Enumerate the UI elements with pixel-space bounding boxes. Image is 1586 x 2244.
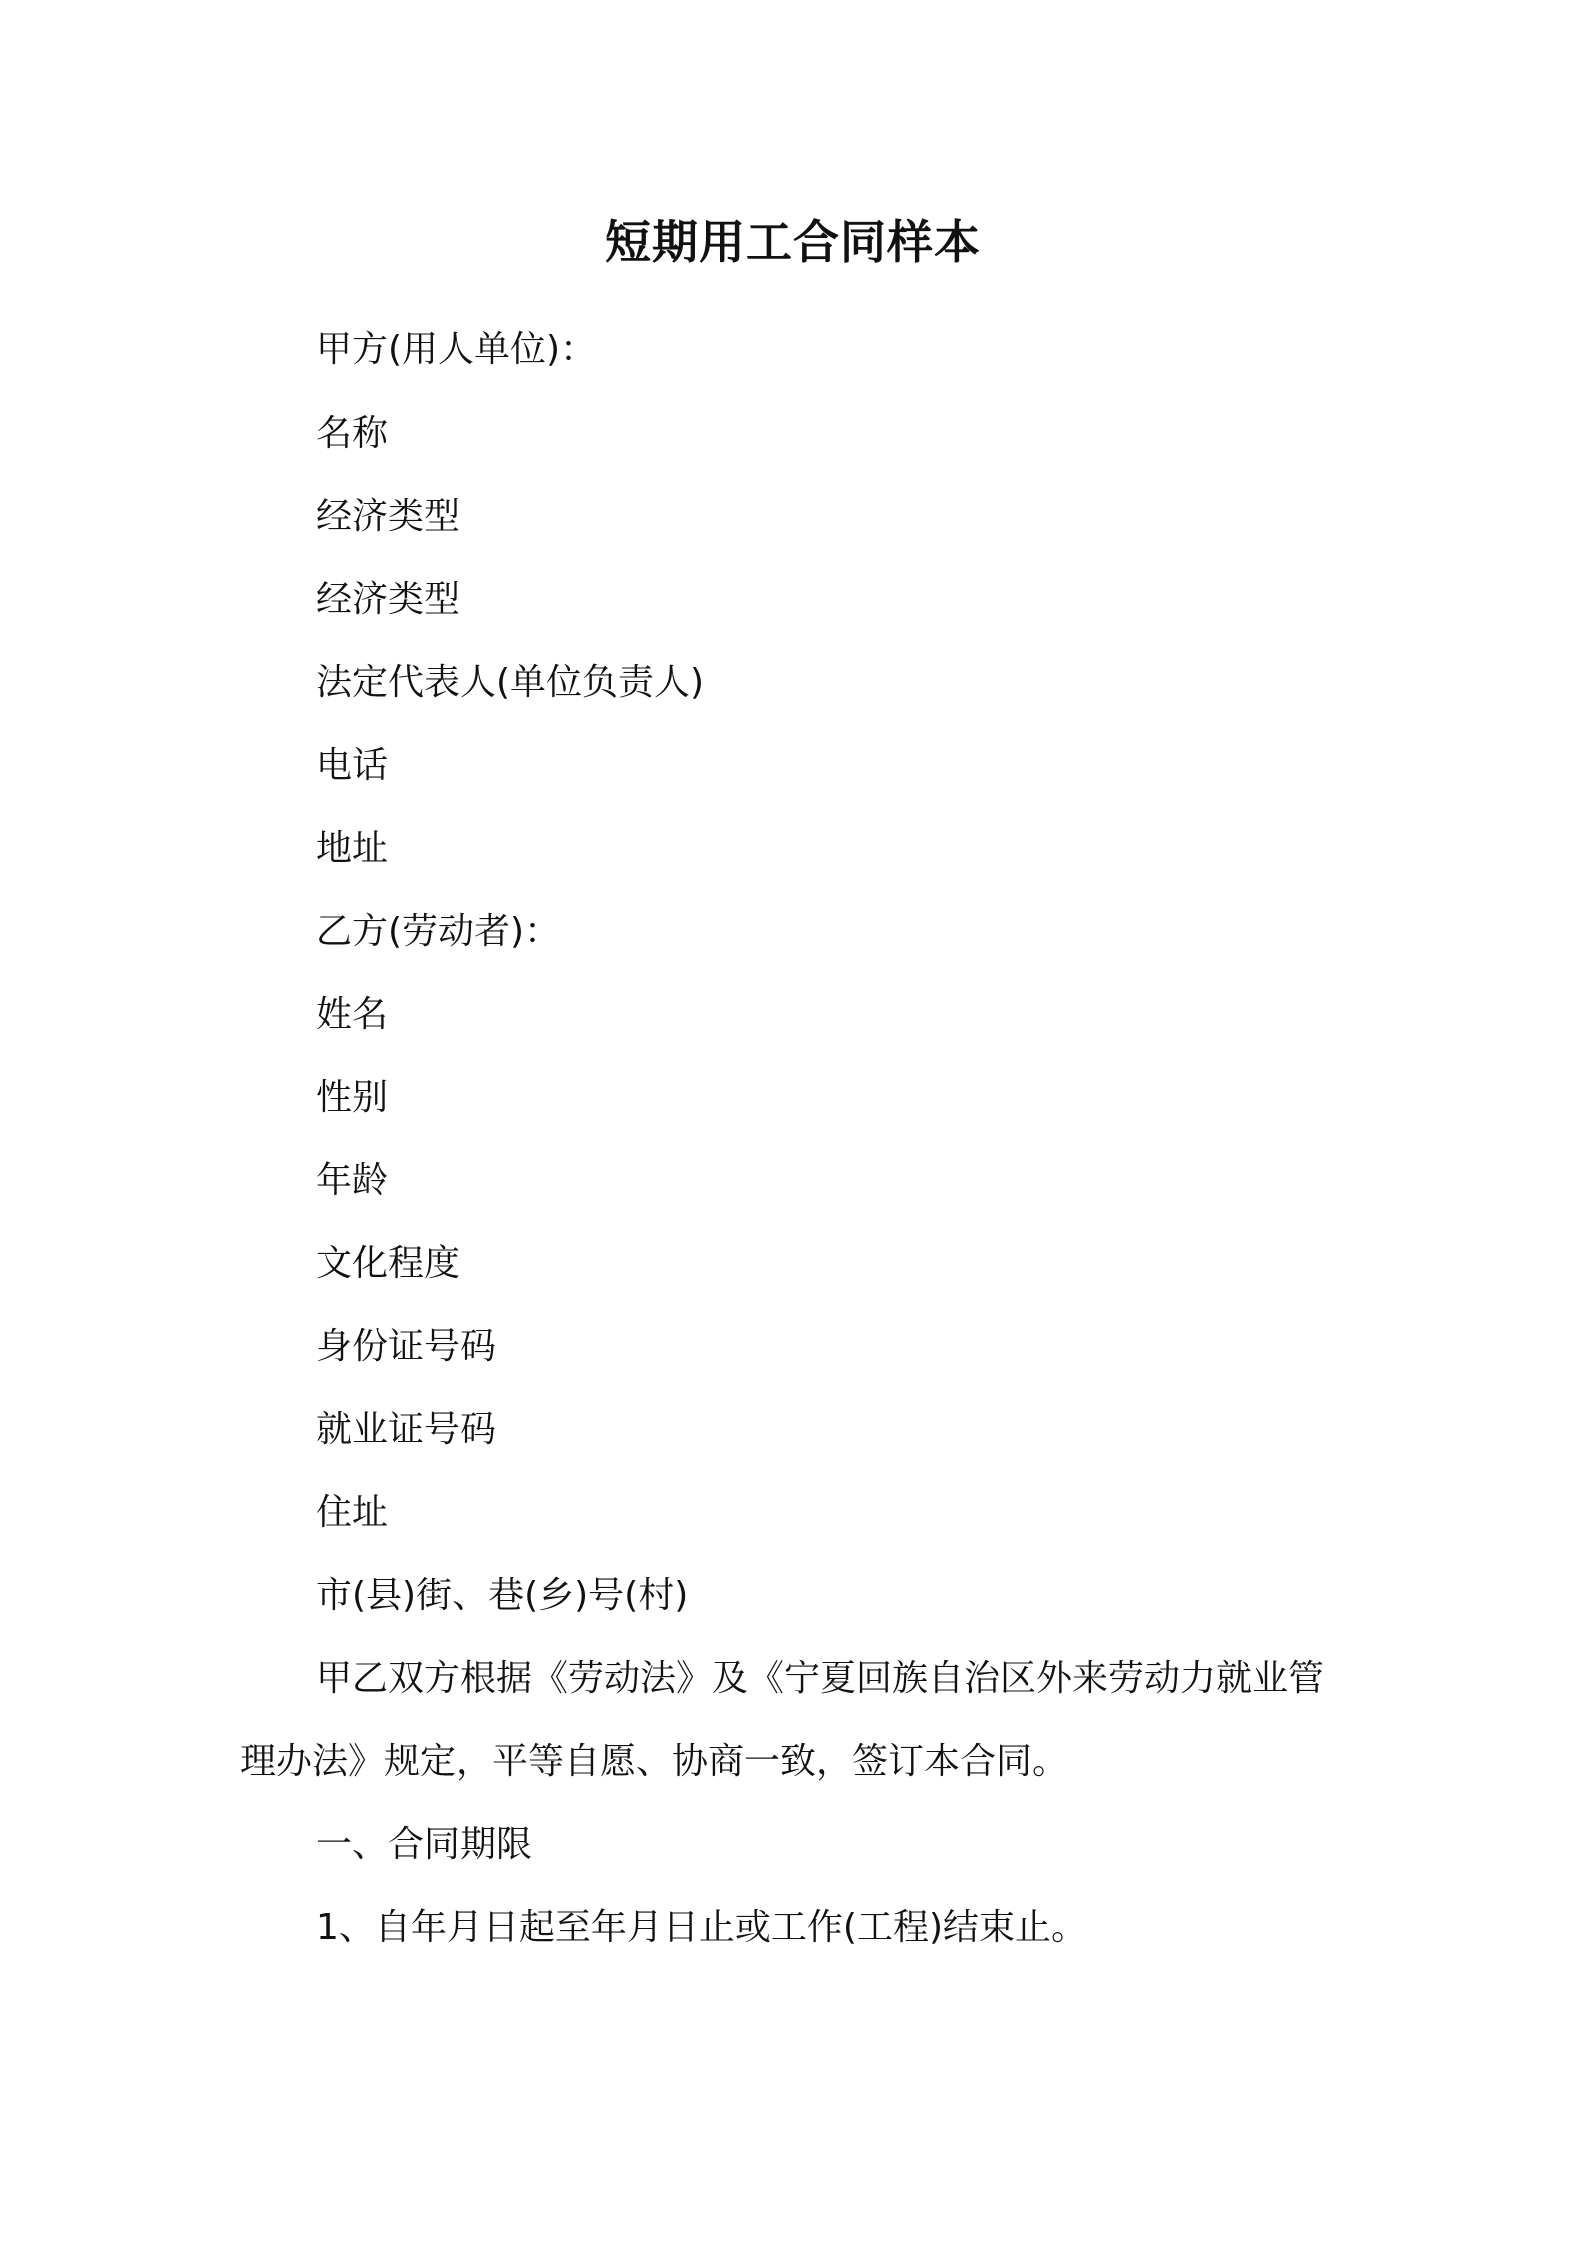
field-residence: 住址 bbox=[316, 1492, 389, 1533]
intro-paragraph-line-1: 甲乙双方根据《劳动法》及《宁夏回族自治区外来劳动力就业管 bbox=[316, 1658, 1325, 1699]
field-age: 年龄 bbox=[316, 1160, 389, 1201]
section-1-heading: 一、合同期限 bbox=[316, 1824, 533, 1865]
field-gender: 性别 bbox=[316, 1077, 389, 1118]
field-legal-representative: 法定代表人(单位负责人) bbox=[316, 662, 705, 703]
document-title: 短期用工合同样本 bbox=[605, 215, 981, 269]
intro-paragraph-line-2: 理办法》规定，平等自愿、协商一致，签订本合同。 bbox=[240, 1741, 1069, 1782]
field-employment-cert-number: 就业证号码 bbox=[316, 1409, 497, 1450]
field-phone: 电话 bbox=[316, 745, 389, 786]
field-economic-type-2: 经济类型 bbox=[316, 579, 461, 620]
field-id-number: 身份证号码 bbox=[316, 1326, 497, 1367]
field-name: 名称 bbox=[316, 413, 389, 454]
field-education: 文化程度 bbox=[316, 1243, 461, 1284]
party-a-heading: 甲方(用人单位)： bbox=[316, 329, 597, 370]
section-1-item-1: 1、自年月日起至年月日止或工作(工程)结束止。 bbox=[316, 1907, 1087, 1948]
field-city-street: 市(县)街、巷(乡)号(村) bbox=[316, 1575, 689, 1616]
party-b-heading: 乙方(劳动者)： bbox=[316, 911, 561, 952]
field-full-name: 姓名 bbox=[316, 994, 389, 1035]
field-economic-type: 经济类型 bbox=[316, 496, 461, 537]
field-address: 地址 bbox=[316, 828, 389, 869]
